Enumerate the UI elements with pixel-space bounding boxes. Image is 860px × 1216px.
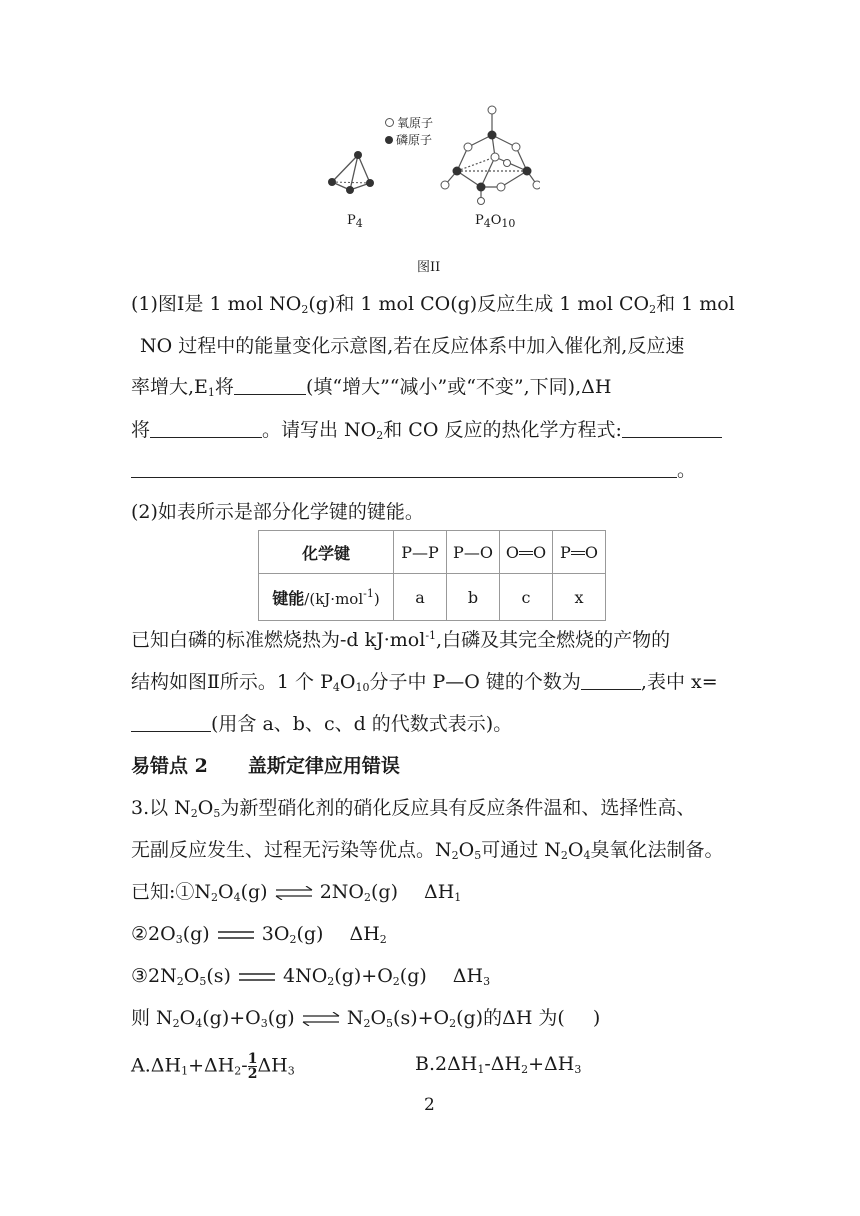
legend: 氧原子 磷原子 bbox=[385, 115, 433, 149]
q1-line-2: NO 过程中的能量变化示意图,若在反应体系中加入催化剂,反应速 bbox=[140, 335, 685, 357]
equals-sign-icon bbox=[237, 972, 277, 982]
table-cell: c bbox=[500, 574, 553, 621]
q3-line-2: 无副反应发生、过程无污染等优点。$N_2O_5$可通过 $N_2O_4$臭氧化法制备。 bbox=[131, 839, 724, 862]
q2-line-2: 结构如图Ⅱ所示。1 个 $P_4O_{10}$分子中 P—O 键的个数为 ,表中 x= bbox=[131, 671, 718, 694]
answer-blank-dh[interactable] bbox=[150, 419, 262, 438]
q1-line-1: (1)图Ⅰ是 1 mol $NO_2(g)$和 1 mol CO(g)反应生成 1 mol $CO_2$和 1 mol bbox=[131, 293, 735, 316]
q3-equation-2: $②2O_3(g)$ $3O_2(g)$ $\Delta H_2$ bbox=[131, 923, 387, 946]
table-cell: x bbox=[553, 574, 606, 621]
bond-energy-table bbox=[258, 530, 606, 621]
answer-blank-x[interactable] bbox=[131, 713, 211, 732]
section-title: 盖斯定律应用错误 bbox=[247, 755, 400, 777]
table-header-bond: 化学键 bbox=[259, 531, 394, 574]
fraction-one-half: $\frac{1}{2}$ bbox=[247, 1051, 258, 1082]
phosphorus-atom-icon bbox=[385, 136, 393, 144]
table-row-label: 键能/(kJ·mol$^{-1}$) bbox=[259, 574, 394, 621]
q1-line-3: 率增大$,E_1$将 (填“增大”“减小”或“不变”,下同),ΔH bbox=[131, 376, 612, 399]
table-header-po-double: P O bbox=[553, 531, 606, 574]
p4-molecule-diagram bbox=[320, 145, 380, 205]
option-a[interactable]: $A.\Delta H_1+\Delta H_2-$ $\frac{1}{2}$ $\Delta H_3$ bbox=[131, 1051, 295, 1082]
answer-blank-e1[interactable] bbox=[234, 376, 306, 395]
reversible-arrow-icon bbox=[274, 886, 314, 900]
equals-sign-icon bbox=[216, 930, 256, 940]
oxygen-atom-icon bbox=[385, 118, 394, 127]
p4-label: $P_4$ bbox=[347, 213, 363, 230]
section-header bbox=[131, 754, 400, 778]
table-header-po: P—O bbox=[447, 531, 500, 574]
reversible-arrow-icon bbox=[301, 1012, 341, 1026]
answer-blank-equation-2[interactable] bbox=[131, 459, 677, 478]
table-header-oo-double: O O bbox=[500, 531, 553, 574]
q3-line-1: 3.以 $N_2O_5$为新型硝化剂的硝化反应具有反应条件温和、选择性高、 bbox=[131, 797, 696, 820]
q1-line-4: 将 。请写出 $NO_2$和 CO 反应的热化学方程式: bbox=[131, 418, 722, 442]
table-header-pp: P—P bbox=[394, 531, 447, 574]
figure-caption: 图II bbox=[417, 260, 441, 275]
p4o10-label: $P_4O_{10}$ bbox=[475, 213, 516, 230]
q2-line-1: 已知白磷的标准燃烧热为-d kJ·mol$^{-1}$,白磷及其完全燃烧的产物的 bbox=[131, 629, 671, 651]
p4o10-molecule-diagram bbox=[435, 105, 540, 205]
page-number: 2 bbox=[424, 1095, 435, 1115]
q3-question: 则 $N_2O_4(g)+O_3(g)$ $N_2O_5(s)+O_2(g)$的ΔH 为( ) bbox=[131, 1007, 601, 1030]
q3-equation-3: $③2N_2O_5(s)$ $4NO_2(g)+O_2(g)$ $\Delta H_3$ bbox=[131, 965, 491, 988]
option-b[interactable]: $B.2\Delta H_1-\Delta H_2+\Delta H_3$ bbox=[415, 1053, 582, 1076]
figure-ii bbox=[320, 105, 540, 235]
answer-blank-equation-1[interactable] bbox=[622, 419, 722, 438]
table-cell: a bbox=[394, 574, 447, 621]
q1-line-5: 。 bbox=[131, 458, 696, 482]
q2-intro: (2)如表所示是部分化学键的键能。 bbox=[131, 501, 424, 523]
answer-blank-po-count[interactable] bbox=[581, 671, 641, 690]
q3-equation-1: 已知$:①N_2O_4(g)$ $2NO_2(g)$ $\Delta H_1$ bbox=[131, 881, 462, 904]
section-label: 易错点 2 bbox=[131, 755, 208, 777]
q2-line-3: (用含 a、b、c、d 的代数式表示)。 bbox=[131, 712, 512, 736]
table-cell: b bbox=[447, 574, 500, 621]
